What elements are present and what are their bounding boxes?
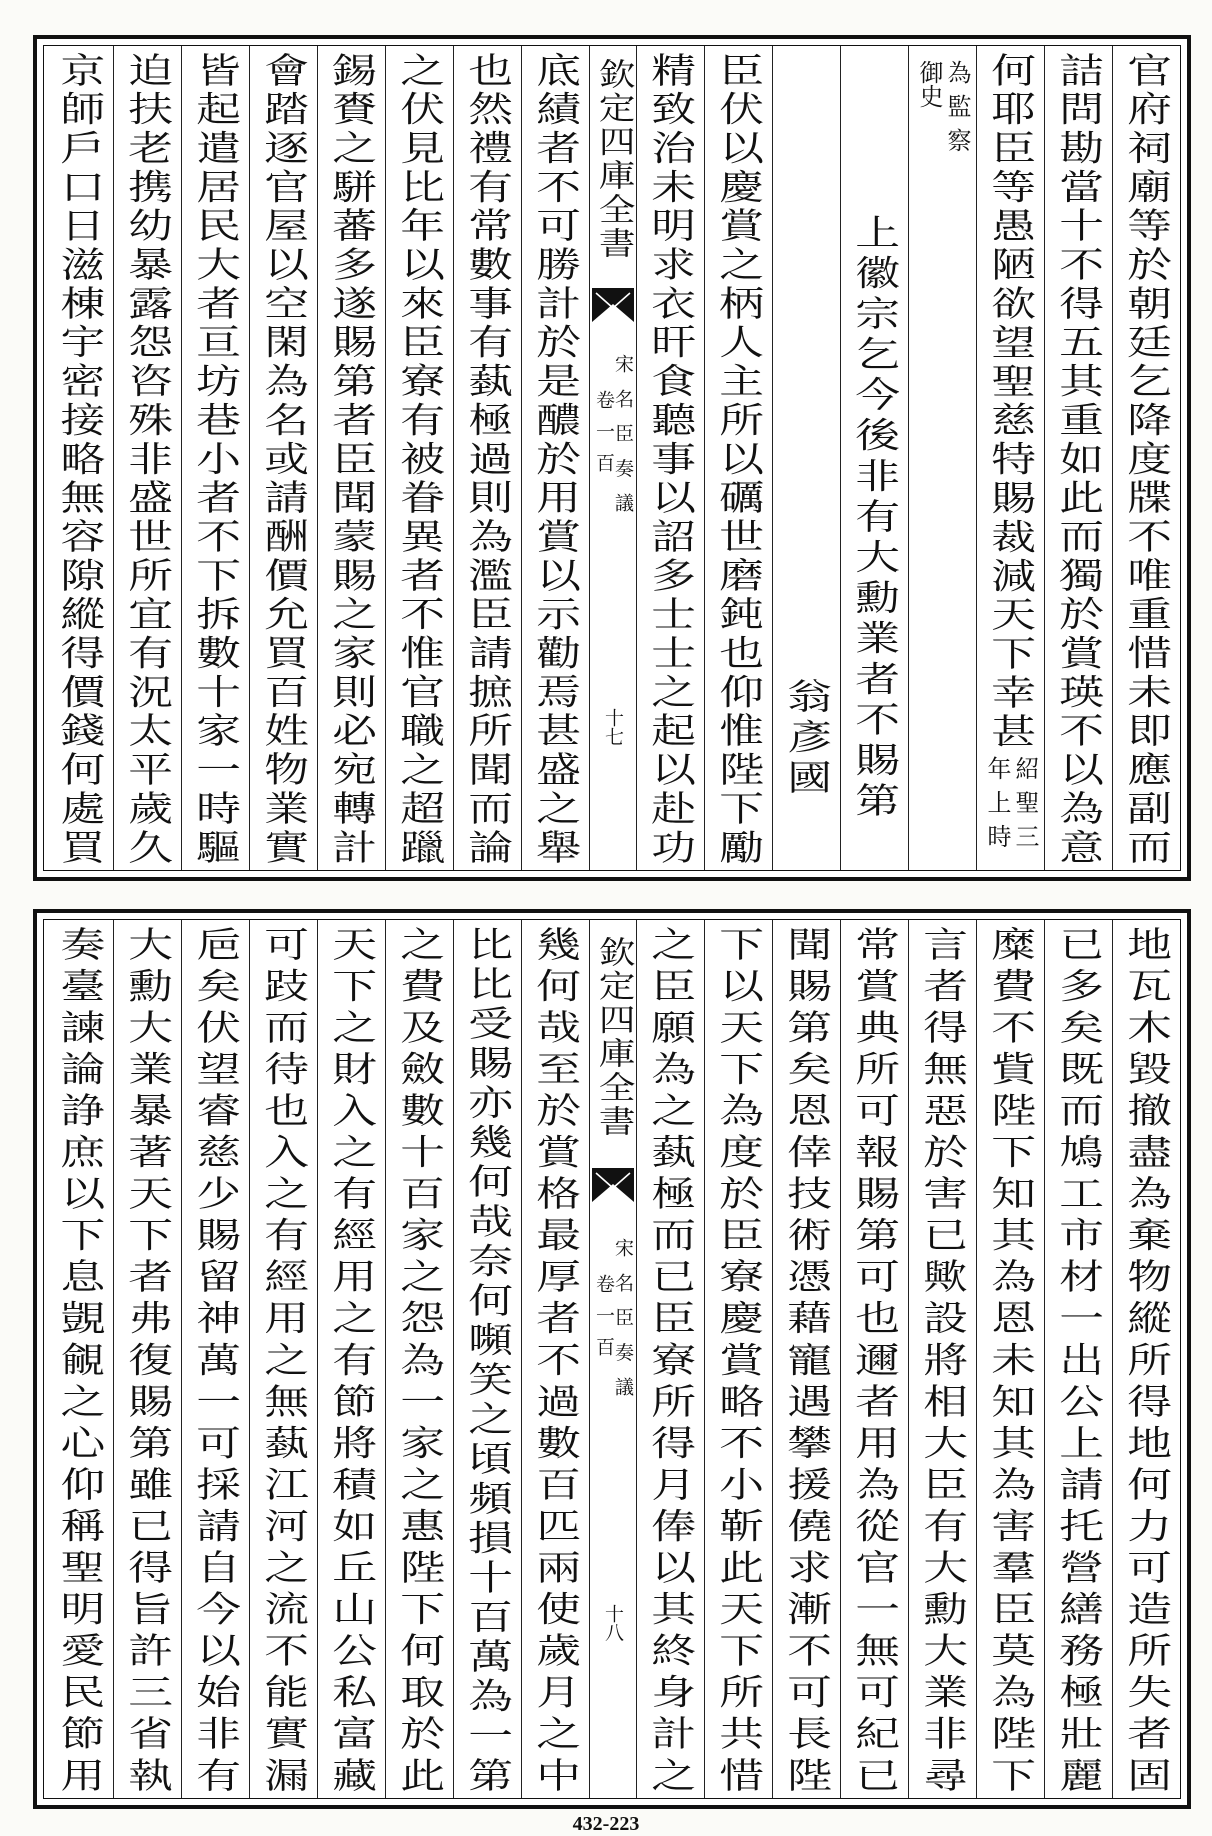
text-column [181,46,249,870]
column-text: 迫扶老携幼暴露怨咨殊非盛世所宜有況太平歲久 [121,52,173,864]
column-text: 天下之財入之有經用之有節將積如丘山公私富藏 [325,926,377,1792]
date-note: 紹聖三年上時 [983,755,1039,848]
column-text: 之費及斂數十百家之怨為一家之惠陛下何取於此 [393,926,445,1792]
text-column [1044,46,1112,870]
center-margin-band [589,46,636,870]
column-text: 下以天下為度於臣寮慶賞略不小靳此天下所共惜 [712,926,764,1792]
column-text: 幾何哉至於賞格最厚者不過數百匹兩使歲月之中 [529,926,581,1792]
fishtail-mark [592,1168,634,1202]
column-text: 言者得無惡於害已歟設將相大臣有大勳大業非尋 [916,926,968,1792]
text-column [453,46,521,870]
right-half-page [636,46,1180,870]
text-column [521,46,589,870]
text-column [45,46,113,870]
column-text: 也然禮有常數事有蓺極過則為濫臣請摭所聞而論 [461,52,513,864]
text-column [45,920,113,1798]
memorial-title: 上徽宗乞今後非有大勳業者不賜第 [848,214,900,818]
margin-juan: 卷一百 [593,390,615,472]
text-column [249,46,317,870]
column-text: 大勳大業暴著天下者弗復賜第雖已得旨許三省執 [121,926,173,1792]
author-office-note: 為監察御史 [915,60,971,152]
column-text: 錫賚之駢蕃多遂賜第者臣聞蒙賜之家則必宛轉計 [325,52,377,864]
column-text: 糜費不貲陛下知其為恩未知其為害羣臣莫為陛下 [984,926,1036,1792]
text-column [249,920,317,1798]
text-column [453,920,521,1798]
column-text: 何耶臣等愚陋欲望聖慈特賜裁減天下幸甚 [984,52,1036,749]
text-column [772,920,840,1798]
column-text: 聞賜第矣恩倖技術憑藉寵遇攀援僥求漸不可長陛 [780,926,832,1792]
margin-folio-number: 十七 [602,708,624,746]
page-frame [43,45,1181,871]
text-column [704,46,772,870]
left-half-page [45,46,589,870]
fishtail-mark [592,288,634,322]
text-column [113,46,181,870]
column-text: 已多矣既而鳩工市材一出公上請托營繕務極壯麗 [1052,926,1104,1792]
text-column [521,920,589,1798]
left-half-page [45,920,589,1798]
text-column [317,920,385,1798]
column-text: 會踏逐官屋以空閑為名或請酬價允買百姓物業實 [257,52,309,864]
column-text: 之伏見比年以來臣寮有被眷異者不惟官職之超躐 [393,52,445,864]
right-half-page [636,920,1180,1798]
text-column [385,920,453,1798]
text-column [908,920,976,1798]
margin-book-title: 宋名臣奏議 [612,1238,634,1396]
scan-page-number: 432-223 [572,1813,640,1835]
column-text: 底績者不可勝計於是醲於用賞以示勸焉甚盛之舉 [529,52,581,864]
text-column [1112,46,1180,870]
column-text: 比比受賜亦幾何哉奈何嚬笑之頃頻損十百萬為一第 [461,926,513,1792]
column-text: 常賞典所可報賜第可也邇者用為從官一無可紀已 [848,926,900,1792]
column-text: 官府祠廟等於朝廷乞降度牒不唯重惜未即應副而 [1120,52,1172,864]
author-name: 翁彥國 [780,678,832,795]
text-column [181,920,249,1798]
text-column [1044,920,1112,1798]
column-text: 之臣願為之蓺極而已臣寮所得月俸以其終身計之 [644,926,696,1792]
text-column [840,46,908,870]
text-column [840,920,908,1798]
margin-series-title: 欽定四庫全書 [591,58,635,258]
text-column [113,920,181,1798]
text-column [636,920,704,1798]
column-text: 地瓦木毀撤盡為棄物縱所得地何力可造所失者固 [1120,926,1172,1792]
column-text: 皆起遣居民大者亘坊巷小者不下拆數十家一時驅 [189,52,241,864]
page-panel-folio-18 [33,909,1191,1809]
text-column [772,46,840,870]
text-column [385,46,453,870]
text-column [704,920,772,1798]
margin-series-title: 欽定四庫全書 [591,936,635,1136]
margin-book-title: 宋名臣奏議 [612,354,634,512]
page-panel-folio-17 [33,35,1191,881]
column-text: 京師戶口日滋棟宇密接略無容隙縱得價錢何處買 [53,52,105,864]
margin-folio-number: 十八 [602,1604,624,1642]
column-text: 精致治未明求衣旰食聽事以詔多士士之起以赴功 [644,52,696,864]
column-text: 詰問勘當十不得五其重如此而獨於賞瑛不以為意 [1052,52,1104,864]
text-column [908,46,976,870]
text-column [976,920,1044,1798]
column-text: 可跂而待也入之有經用之無蓺江河之流不能實漏 [257,926,309,1792]
margin-juan: 卷一百 [593,1274,615,1356]
text-column [636,46,704,870]
text-column [1112,920,1180,1798]
column-text: 奏臺諫論諍庶以下息覬覦之心仰稱聖明愛民節用 [53,926,105,1792]
column-text: 巵矣伏望睿慈少賜留神萬一可採請自今以始非有 [189,926,241,1792]
text-column [976,46,1044,870]
center-margin-band [589,920,636,1798]
column-text: 臣伏以慶賞之柄人主所以礪世磨鈍也仰惟陛下勵 [712,52,764,864]
text-column [317,46,385,870]
page-frame [43,919,1181,1799]
